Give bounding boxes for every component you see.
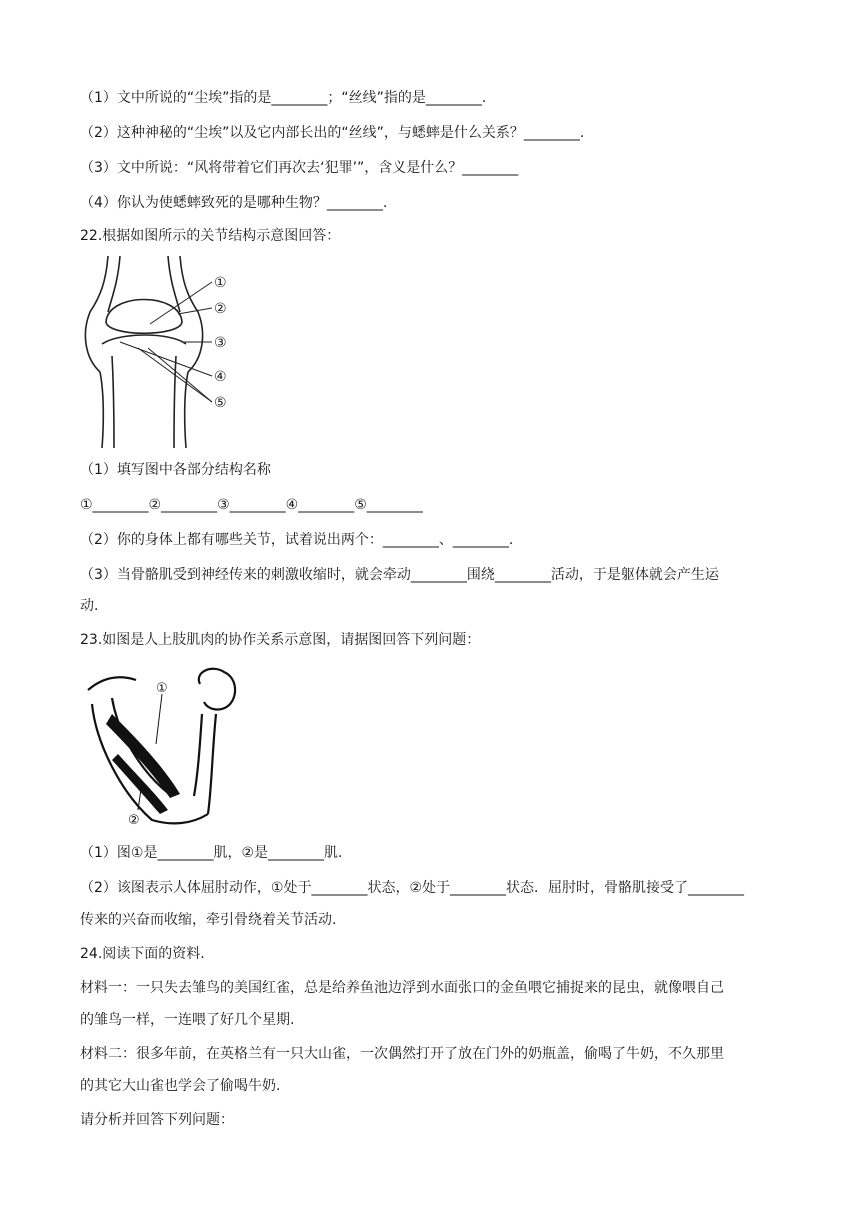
joint-outline-left <box>85 256 108 372</box>
pointer-line-muscle-1 <box>156 694 162 744</box>
q22-sub2: （2）你的身体上都有哪些关节，试着说出两个：________、________. <box>80 532 514 548</box>
q23-sub1: （1）图①是________肌，②是________肌. <box>80 845 343 861</box>
lower-bone-inner-left <box>112 356 114 448</box>
joint-outline-right <box>180 256 203 372</box>
q23-sub2: （2）该图表示人体屈肘动作，①处于________状态，②处于________状态．屈肘时，骨骼肌接受了________ <box>80 880 745 896</box>
lower-bone-left <box>100 372 103 448</box>
joint-label-1: ① <box>214 275 227 291</box>
q22-blanks: ①________②________③________④________⑤________ <box>80 497 423 513</box>
upper-bone-inner-right <box>168 256 180 312</box>
q21-sub2: （2）这种神秘的“尘埃”以及它内部长出的“丝线”，与蟋蟀是什么关系？________. <box>80 125 585 141</box>
q22-title: 22.根据如图所示的关节结构示意图回答： <box>80 228 341 244</box>
joint-label-5: ⑤ <box>214 395 227 411</box>
material-1: 材料一：一只失去雏鸟的美国红雀，总是给养鱼池边浮到水面张口的金鱼喂它捕捉来的昆虫，就像喂自己 <box>80 980 724 996</box>
joint-label-3: ③ <box>214 335 227 351</box>
forearm-outline <box>208 714 216 814</box>
q24-instruction: 请分析并回答下列问题： <box>80 1112 234 1128</box>
q21-sub4: （4）你认为使蟋蟀致死的是哪种生物？________. <box>80 195 388 211</box>
pointer-line-2 <box>178 308 212 314</box>
q23-sub2-cont: 传来的兴奋而收缩，牵引骨绕着关节活动. <box>80 912 337 928</box>
q22-sub3: （3）当骨骼肌受到神经传来的刺激收缩时，就会牵动________围绕________活动，于是躯体就会产生运 <box>80 567 719 583</box>
joint-label-4: ④ <box>214 369 227 385</box>
q21-sub3: （3）文中所说：“风将带着它们再次去‘犯罪’”，含义是什么？________ <box>80 160 519 176</box>
upper-bone-inner-left <box>108 256 120 312</box>
material-2-cont: 的其它大山雀也学会了偷喝牛奶. <box>80 1078 281 1094</box>
q22-sub3-cont: 动. <box>80 598 99 614</box>
arm-muscle-figure <box>82 664 242 836</box>
joint-label-2: ② <box>214 301 227 317</box>
q24-title: 24.阅读下面的资料. <box>80 946 205 962</box>
fist-outline <box>199 669 235 710</box>
arm-label-1: ① <box>156 681 168 696</box>
joint-head <box>106 300 182 334</box>
pointer-line-5b <box>148 348 212 402</box>
material-1-cont: 的雏鸟一样，一连喂了好几个星期. <box>80 1012 295 1028</box>
joint-socket <box>102 335 186 344</box>
q22-sub1: （1）填写图中各部分结构名称 <box>80 462 271 478</box>
forearm-inner <box>194 714 202 796</box>
q23-title: 23.如图是人上肢肌肉的协作关系示意图，请据图回答下列问题： <box>80 632 481 648</box>
shoulder-outline <box>88 677 136 690</box>
q21-sub1: （1）文中所说的“尘埃”指的是________；“丝线”指的是________. <box>80 90 487 106</box>
arm-label-2: ② <box>128 813 140 828</box>
joint-structure-figure <box>80 252 250 452</box>
material-2: 材料二：很多年前，在英格兰有一只大山雀，一次偶然打开了放在门外的奶瓶盖，偷喝了牛奶，不久那里 <box>80 1046 724 1062</box>
